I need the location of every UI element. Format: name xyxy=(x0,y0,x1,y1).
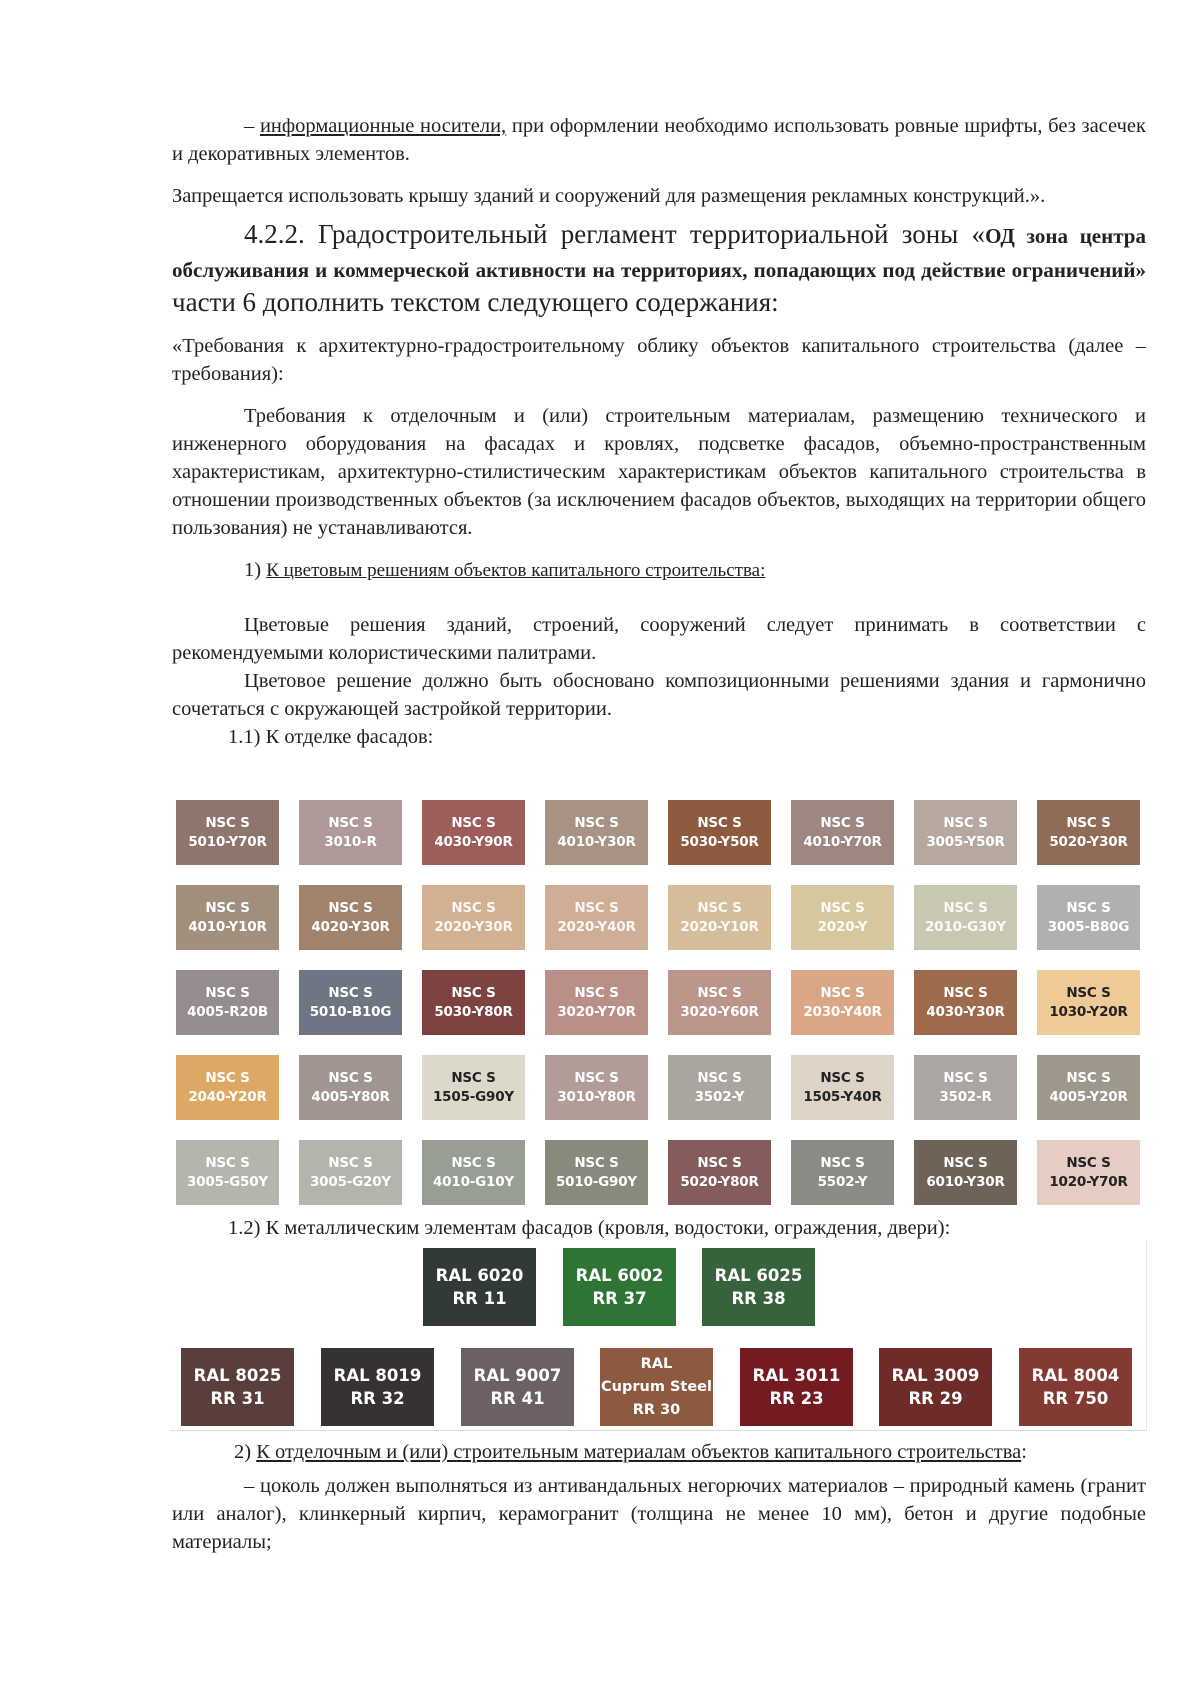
swatch-label: NSC S xyxy=(943,1069,988,1086)
swatch-label: 4010-Y30R xyxy=(557,833,636,850)
ral-swatch xyxy=(879,1348,992,1426)
nsc-swatch xyxy=(914,800,1017,865)
swatch-label: RR 31 xyxy=(210,1389,265,1408)
swatch-label: 4030-Y30R xyxy=(926,1003,1005,1020)
paragraph-requirements-exceptions: Требования к отделочным и (или) строительным материалам, размещению технического и инженерного оборудования на фасадах и кровлях, подсветке фасадов, объемно-пространственным характеристикам, архитектурно-стилистическим характеристикам объектов капитального строительства в отношении производственных объектов (за исключением фасадов объектов, выходящих на территории общего пользования) не устанавливаются. xyxy=(172,405,1146,539)
swatch-label: 3010-Y80R xyxy=(557,1088,636,1105)
swatch-label: RR 30 xyxy=(632,1401,681,1418)
nsc-swatch xyxy=(545,970,648,1035)
swatch-label: RAL 3009 xyxy=(891,1366,980,1385)
swatch-label: 2030-Y40R xyxy=(803,1003,882,1020)
swatch-label: 2020-Y xyxy=(817,918,868,935)
swatch-label: NSC S xyxy=(328,984,373,1001)
swatch-label: NSC S xyxy=(205,814,250,831)
nsc-swatch xyxy=(668,970,771,1035)
swatch-label: NSC S xyxy=(1066,984,1111,1001)
nsc-swatch xyxy=(299,885,402,950)
swatch-label: 4020-Y30R xyxy=(311,918,390,935)
swatch-label: RR 750 xyxy=(1042,1389,1109,1408)
nsc-swatch xyxy=(668,800,771,865)
item-number: 1) xyxy=(244,559,267,581)
nsc-swatch xyxy=(422,970,525,1035)
nsc-swatch xyxy=(668,1140,771,1205)
nsc-color-palette xyxy=(176,800,1140,1205)
dash: – xyxy=(244,115,260,137)
swatch-label: NSC S xyxy=(820,814,865,831)
swatch-label: RAL 6025 xyxy=(714,1266,803,1285)
nsc-swatch xyxy=(299,1055,402,1120)
swatch-label: NSC S xyxy=(943,899,988,916)
swatch-label: 3502-R xyxy=(939,1088,992,1105)
swatch-label: NSC S xyxy=(574,1069,619,1086)
swatch-label: NSC S xyxy=(820,1069,865,1086)
swatch-label: NSC S xyxy=(205,984,250,1001)
swatch-label: RAL 8004 xyxy=(1031,1366,1120,1385)
swatch-label: RR 29 xyxy=(908,1389,963,1408)
nsc-swatch xyxy=(176,1055,279,1120)
swatch-label: RR 23 xyxy=(769,1389,824,1408)
swatch-label: 3005-G50Y xyxy=(186,1173,269,1190)
swatch-label: NSC S xyxy=(697,984,742,1001)
section-heading-4-2-2 xyxy=(172,218,1146,318)
ral-color-palette xyxy=(170,1240,1147,1431)
ral-swatch xyxy=(702,1248,815,1326)
nsc-swatch xyxy=(545,885,648,950)
nsc-swatch xyxy=(176,800,279,865)
info-carriers-text: при оформлении необходимо использовать ровные шрифты, без засечек и декоративных элементов. xyxy=(172,115,1146,165)
nsc-swatch xyxy=(668,885,771,950)
swatch-label: 3020-Y60R xyxy=(680,1003,759,1020)
swatch-label: NSC S xyxy=(205,899,250,916)
swatch-label: 2020-Y10R xyxy=(680,918,759,935)
heading-zone-name: ОД зона центра обслуживания и коммерческой активности на территориях, попадающих под действие ограничений» xyxy=(172,224,1146,282)
swatch-label: NSC S xyxy=(820,984,865,1001)
swatch-label: 5030-Y80R xyxy=(434,1003,513,1020)
swatch-label: NSC S xyxy=(451,1154,496,1171)
swatch-label: 4030-Y90R xyxy=(434,833,513,850)
paragraph-roof-ban: Запрещается использовать крышу зданий и сооружений для размещения рекламных конструкций.». xyxy=(172,185,1046,207)
item-finishing-materials xyxy=(172,1438,1146,1466)
swatch-label: NSC S xyxy=(328,814,373,831)
paragraph-requirements-intro: «Требования к архитектурно-градостроительному облику объектов капитального строительства (далее – требования): xyxy=(172,335,1146,385)
item-finishing-materials-title: К отделочным и (или) строительным материалам объектов капитального строительства xyxy=(256,1441,1022,1463)
nsc-swatch xyxy=(791,1055,894,1120)
nsc-swatch xyxy=(914,1140,1017,1205)
item-color-solutions-title: К цветовым решениям объектов капитального строительства: xyxy=(266,560,766,581)
swatch-label: 1020-Y70R xyxy=(1049,1173,1128,1190)
swatch-label: RAL xyxy=(640,1355,673,1372)
swatch-label: 3005-G20Y xyxy=(309,1173,392,1190)
swatch-label: 5020-Y80R xyxy=(680,1173,759,1190)
swatch-label: NSC S xyxy=(697,814,742,831)
subheading-metal-elements: 1.2) К металлическим элементам фасадов (кровля, водостоки, ограждения, двери): xyxy=(228,1217,951,1239)
nsc-swatch xyxy=(176,1140,279,1205)
swatch-label: NSC S xyxy=(697,899,742,916)
swatch-label: RAL 3011 xyxy=(752,1366,841,1385)
item-number: 2) xyxy=(234,1441,257,1463)
nsc-swatch xyxy=(422,1140,525,1205)
swatch-label: NSC S xyxy=(574,984,619,1001)
swatch-label: 4005-Y80R xyxy=(311,1088,390,1105)
swatch-label: NSC S xyxy=(451,899,496,916)
nsc-swatch xyxy=(176,970,279,1035)
swatch-label: NSC S xyxy=(1066,1069,1111,1086)
paragraph-info-carriers xyxy=(172,112,1146,168)
swatch-label: 3005-B80G xyxy=(1047,918,1130,935)
nsc-swatch xyxy=(299,1140,402,1205)
swatch-label: 4010-G10Y xyxy=(432,1173,515,1190)
swatch-label: RAL 8019 xyxy=(333,1366,422,1385)
paragraph-color-justification: Цветовое решение должно быть обосновано композиционными решениями здания и гармонично сочетаться с окружающей застройкой территории. xyxy=(172,670,1146,720)
swatch-label: 3502-Y xyxy=(694,1088,745,1105)
ral-swatch xyxy=(181,1348,294,1426)
nsc-swatch xyxy=(791,970,894,1035)
swatch-label: 4005-R20B xyxy=(187,1003,268,1020)
swatch-label: NSC S xyxy=(820,899,865,916)
swatch-label: 2040-Y20R xyxy=(188,1088,267,1105)
swatch-label: 2020-Y30R xyxy=(434,918,513,935)
swatch-label: 1505-Y40R xyxy=(803,1088,882,1105)
swatch-label: 3020-Y70R xyxy=(557,1003,636,1020)
swatch-label: 5020-Y30R xyxy=(1049,833,1128,850)
swatch-label: 4010-Y70R xyxy=(803,833,882,850)
paragraph-plinth-materials: – цоколь должен выполняться из антивандальных негорючих материалов – природный камень (гранит или аналог), клинкерный кирпич, керамогранит (толщина не менее 10 мм), бетон и другие подобные материалы; xyxy=(172,1475,1146,1553)
ral-swatch xyxy=(423,1248,536,1326)
swatch-label: RAL 6020 xyxy=(435,1266,524,1285)
swatch-label: NSC S xyxy=(205,1069,250,1086)
swatch-label: RR 32 xyxy=(350,1389,405,1408)
nsc-swatch xyxy=(545,1055,648,1120)
nsc-swatch xyxy=(914,1055,1017,1120)
swatch-label: 3005-Y50R xyxy=(926,833,1005,850)
swatch-label: NSC S xyxy=(943,814,988,831)
ral-swatch xyxy=(740,1348,853,1426)
document-body xyxy=(172,112,1146,751)
nsc-swatch xyxy=(422,1055,525,1120)
swatch-label: NSC S xyxy=(328,1154,373,1171)
swatch-label: 2010-G30Y xyxy=(924,918,1007,935)
nsc-swatch xyxy=(791,885,894,950)
paragraph-color-palettes: Цветовые решения зданий, строений, сооружений следует принимать в соответствии с рекомендуемыми колористическими палитрами. xyxy=(172,614,1146,664)
swatch-label: NSC S xyxy=(697,1154,742,1171)
colon: : xyxy=(1021,1441,1027,1463)
swatch-label: NSC S xyxy=(205,1154,250,1171)
swatch-label: NSC S xyxy=(328,1069,373,1086)
swatch-label: NSC S xyxy=(451,814,496,831)
swatch-label: 5030-Y50R xyxy=(680,833,759,850)
swatch-label: 2020-Y40R xyxy=(557,918,636,935)
info-carriers-term: информационные носители, xyxy=(259,115,507,137)
nsc-swatch xyxy=(422,800,525,865)
swatch-label: 4005-Y20R xyxy=(1049,1088,1128,1105)
swatch-label: RR 11 xyxy=(452,1289,507,1308)
swatch-label: NSC S xyxy=(328,899,373,916)
swatch-label: RAL 9007 xyxy=(473,1366,562,1385)
nsc-swatch xyxy=(299,970,402,1035)
nsc-swatch xyxy=(791,800,894,865)
swatch-label: 6010-Y30R xyxy=(926,1173,1005,1190)
nsc-swatch xyxy=(668,1055,771,1120)
swatch-label: RR 38 xyxy=(731,1289,786,1308)
swatch-label: NSC S xyxy=(574,814,619,831)
heading-lead: 4.2.2. Градостроительный регламент территориальной зоны « xyxy=(244,219,986,249)
swatch-label: Cuprum Steel xyxy=(601,1378,712,1395)
nsc-swatch xyxy=(914,885,1017,950)
ral-swatch xyxy=(1019,1348,1132,1426)
swatch-label: 5010-Y70R xyxy=(188,833,267,850)
swatch-label: 1030-Y20R xyxy=(1049,1003,1128,1020)
swatch-label: 5010-B10G xyxy=(309,1003,392,1020)
swatch-label: NSC S xyxy=(1066,899,1111,916)
swatch-label: NSC S xyxy=(943,984,988,1001)
swatch-label: 3010-R xyxy=(324,833,377,850)
swatch-label: NSC S xyxy=(943,1154,988,1171)
ral-swatch xyxy=(461,1348,574,1426)
swatch-label: NSC S xyxy=(451,984,496,1001)
nsc-swatch xyxy=(1037,1055,1140,1120)
nsc-swatch xyxy=(1037,885,1140,950)
nsc-swatch xyxy=(791,1140,894,1205)
swatch-label: NSC S xyxy=(1066,1154,1111,1171)
swatch-label: 5502-Y xyxy=(817,1173,868,1190)
swatch-label: NSC S xyxy=(820,1154,865,1171)
nsc-swatch xyxy=(545,800,648,865)
heading-rest: части 6 дополнить текстом следующего содержания: xyxy=(172,287,779,317)
subheading-facade-finish: 1.1) К отделке фасадов: xyxy=(228,726,434,748)
swatch-label: 4010-Y10R xyxy=(188,918,267,935)
nsc-swatch xyxy=(422,885,525,950)
swatch-label: RAL 6002 xyxy=(575,1266,664,1285)
swatch-label: NSC S xyxy=(574,1154,619,1171)
nsc-swatch xyxy=(1037,800,1140,865)
swatch-label: NSC S xyxy=(451,1069,496,1086)
swatch-label: NSC S xyxy=(697,1069,742,1086)
swatch-label: RAL 8025 xyxy=(193,1366,282,1385)
ral-swatch xyxy=(563,1248,676,1326)
nsc-swatch xyxy=(1037,970,1140,1035)
nsc-swatch xyxy=(914,970,1017,1035)
document-body-continued xyxy=(172,1438,1146,1556)
swatch-label: 5010-G90Y xyxy=(555,1173,638,1190)
ral-swatch xyxy=(600,1348,713,1426)
swatch-label: NSC S xyxy=(1066,814,1111,831)
item-color-solutions xyxy=(172,556,1146,585)
swatch-label: RR 41 xyxy=(490,1389,545,1408)
nsc-swatch xyxy=(1037,1140,1140,1205)
nsc-swatch xyxy=(176,885,279,950)
swatch-label: RR 37 xyxy=(592,1289,647,1308)
nsc-swatch xyxy=(299,800,402,865)
ral-swatch xyxy=(321,1348,434,1426)
nsc-swatch xyxy=(545,1140,648,1205)
swatch-label: NSC S xyxy=(574,899,619,916)
swatch-label: 1505-G90Y xyxy=(432,1088,515,1105)
